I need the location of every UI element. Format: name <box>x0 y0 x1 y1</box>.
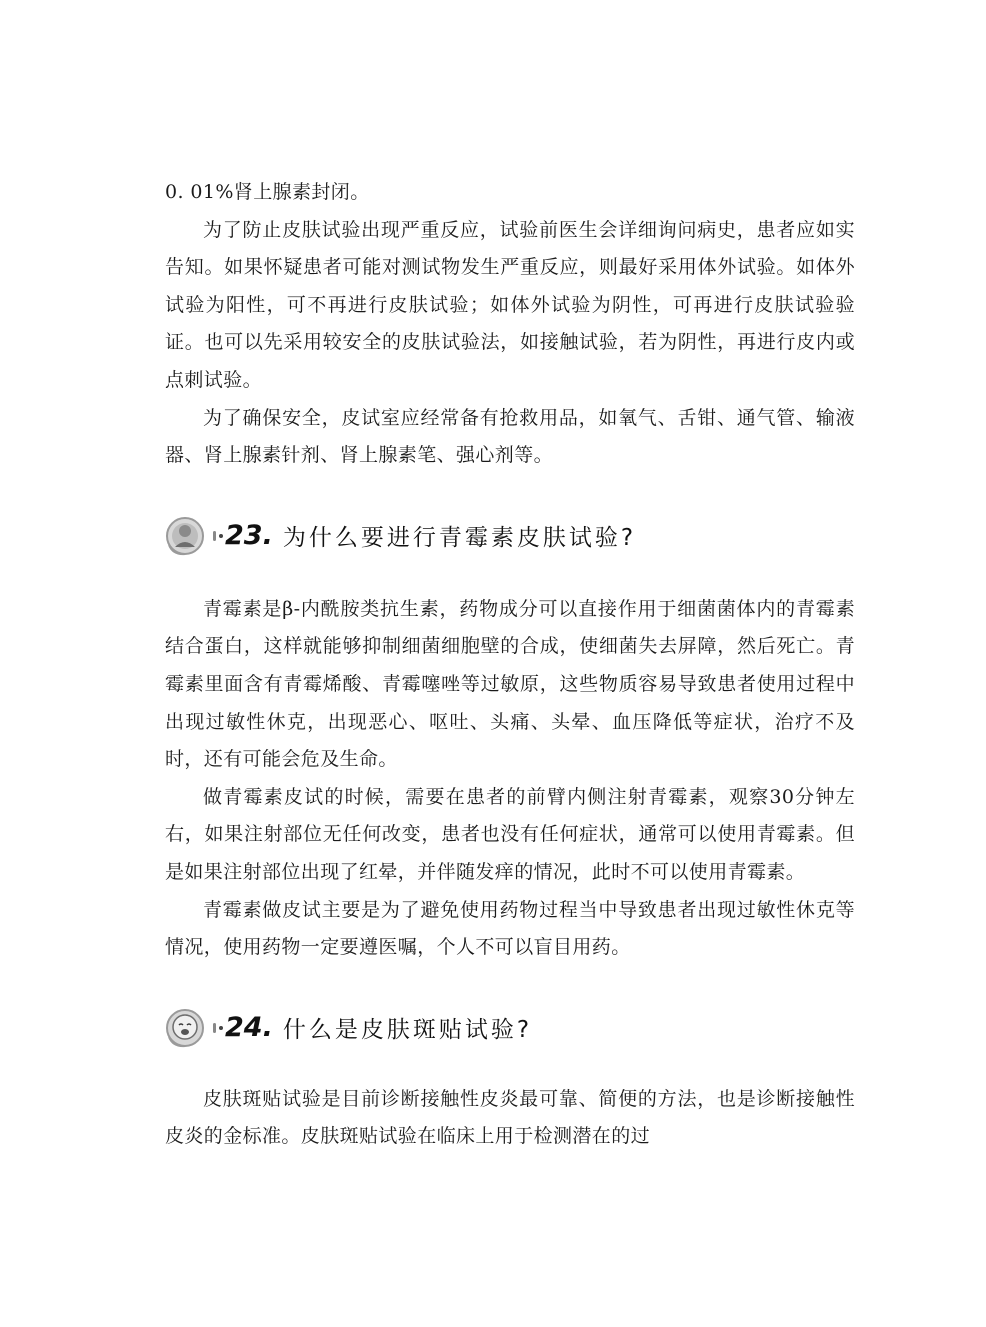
section-24-number: 24. <box>225 1012 273 1044</box>
section-23-title: 为什么要进行青霉素皮肤试验? <box>282 525 637 552</box>
intro-paragraph-3: 为了确保安全，皮试室应经常备有抢救用品，如氧气、舌钳、通气管、输液器、肾上腺素针剂、肾上腺素笔、强心剂等。 <box>165 406 855 467</box>
section-24-heading <box>165 1003 855 1053</box>
section-24-paragraph-1: 皮肤斑贴试验是目前诊断接触性皮炎最可靠、简便的方法，也是诊断接触性皮炎的金标准。皮肤斑贴试验在临床上用于检测潜在的过 <box>165 1087 855 1148</box>
intro-paragraph-2: 为了防止皮肤试验出现严重反应，试验前医生会详细询问病史，患者应如实告知。如果怀疑患者可能对测试物发生严重反应，则最好采用体外试验。如体外试验为阳性，可不再进行皮肤试验；如体外试验为阴性，可再进行皮肤试验验证。也可以先采用较安全的皮肤试验法，如接触试验，若为阴性，再进行皮内或点刺试验。 <box>165 218 855 391</box>
page-content <box>165 174 855 1156</box>
doctor-avatar-icon <box>165 515 207 557</box>
section-23-number: 23. <box>225 520 273 552</box>
intro-paragraph-1: 0. 01%肾上腺素封闭。 <box>165 181 370 203</box>
heading-dots <box>213 531 223 541</box>
section-24-title: 什么是皮肤斑贴试验? <box>282 1017 533 1044</box>
heading-dots <box>213 1023 223 1033</box>
section-23-heading <box>165 511 855 561</box>
section-23-paragraph-2: 做青霉素皮试的时候，需要在患者的前臂内侧注射青霉素，观察30分钟左右，如果注射部位无任何改变，患者也没有任何症状，通常可以使用青霉素。但是如果注射部位出现了红晕，并伴随发痒的情况，此时不可以使用青霉素。 <box>165 785 855 883</box>
section-23-paragraph-3: 青霉素做皮试主要是为了避免使用药物过程当中导致患者出现过敏性休克等情况，使用药物一定要遵医嘱，个人不可以盲目用药。 <box>165 898 855 959</box>
section-23-paragraph-1: 青霉素是β-内酰胺类抗生素，药物成分可以直接作用于细菌菌体内的青霉素结合蛋白，这样就能够抑制细菌细胞壁的合成，使细菌失去屏障，然后死亡。青霉素里面含有青霉烯酸、青霉噻唑等过敏原，这些物质容易导致患者使用过程中出现过敏性休克，出现恶心、呕吐、头痛、头晕、血压降低等症状，治疗不及时，还有可能会危及生命。 <box>165 597 855 771</box>
crying-child-icon <box>165 1007 207 1049</box>
